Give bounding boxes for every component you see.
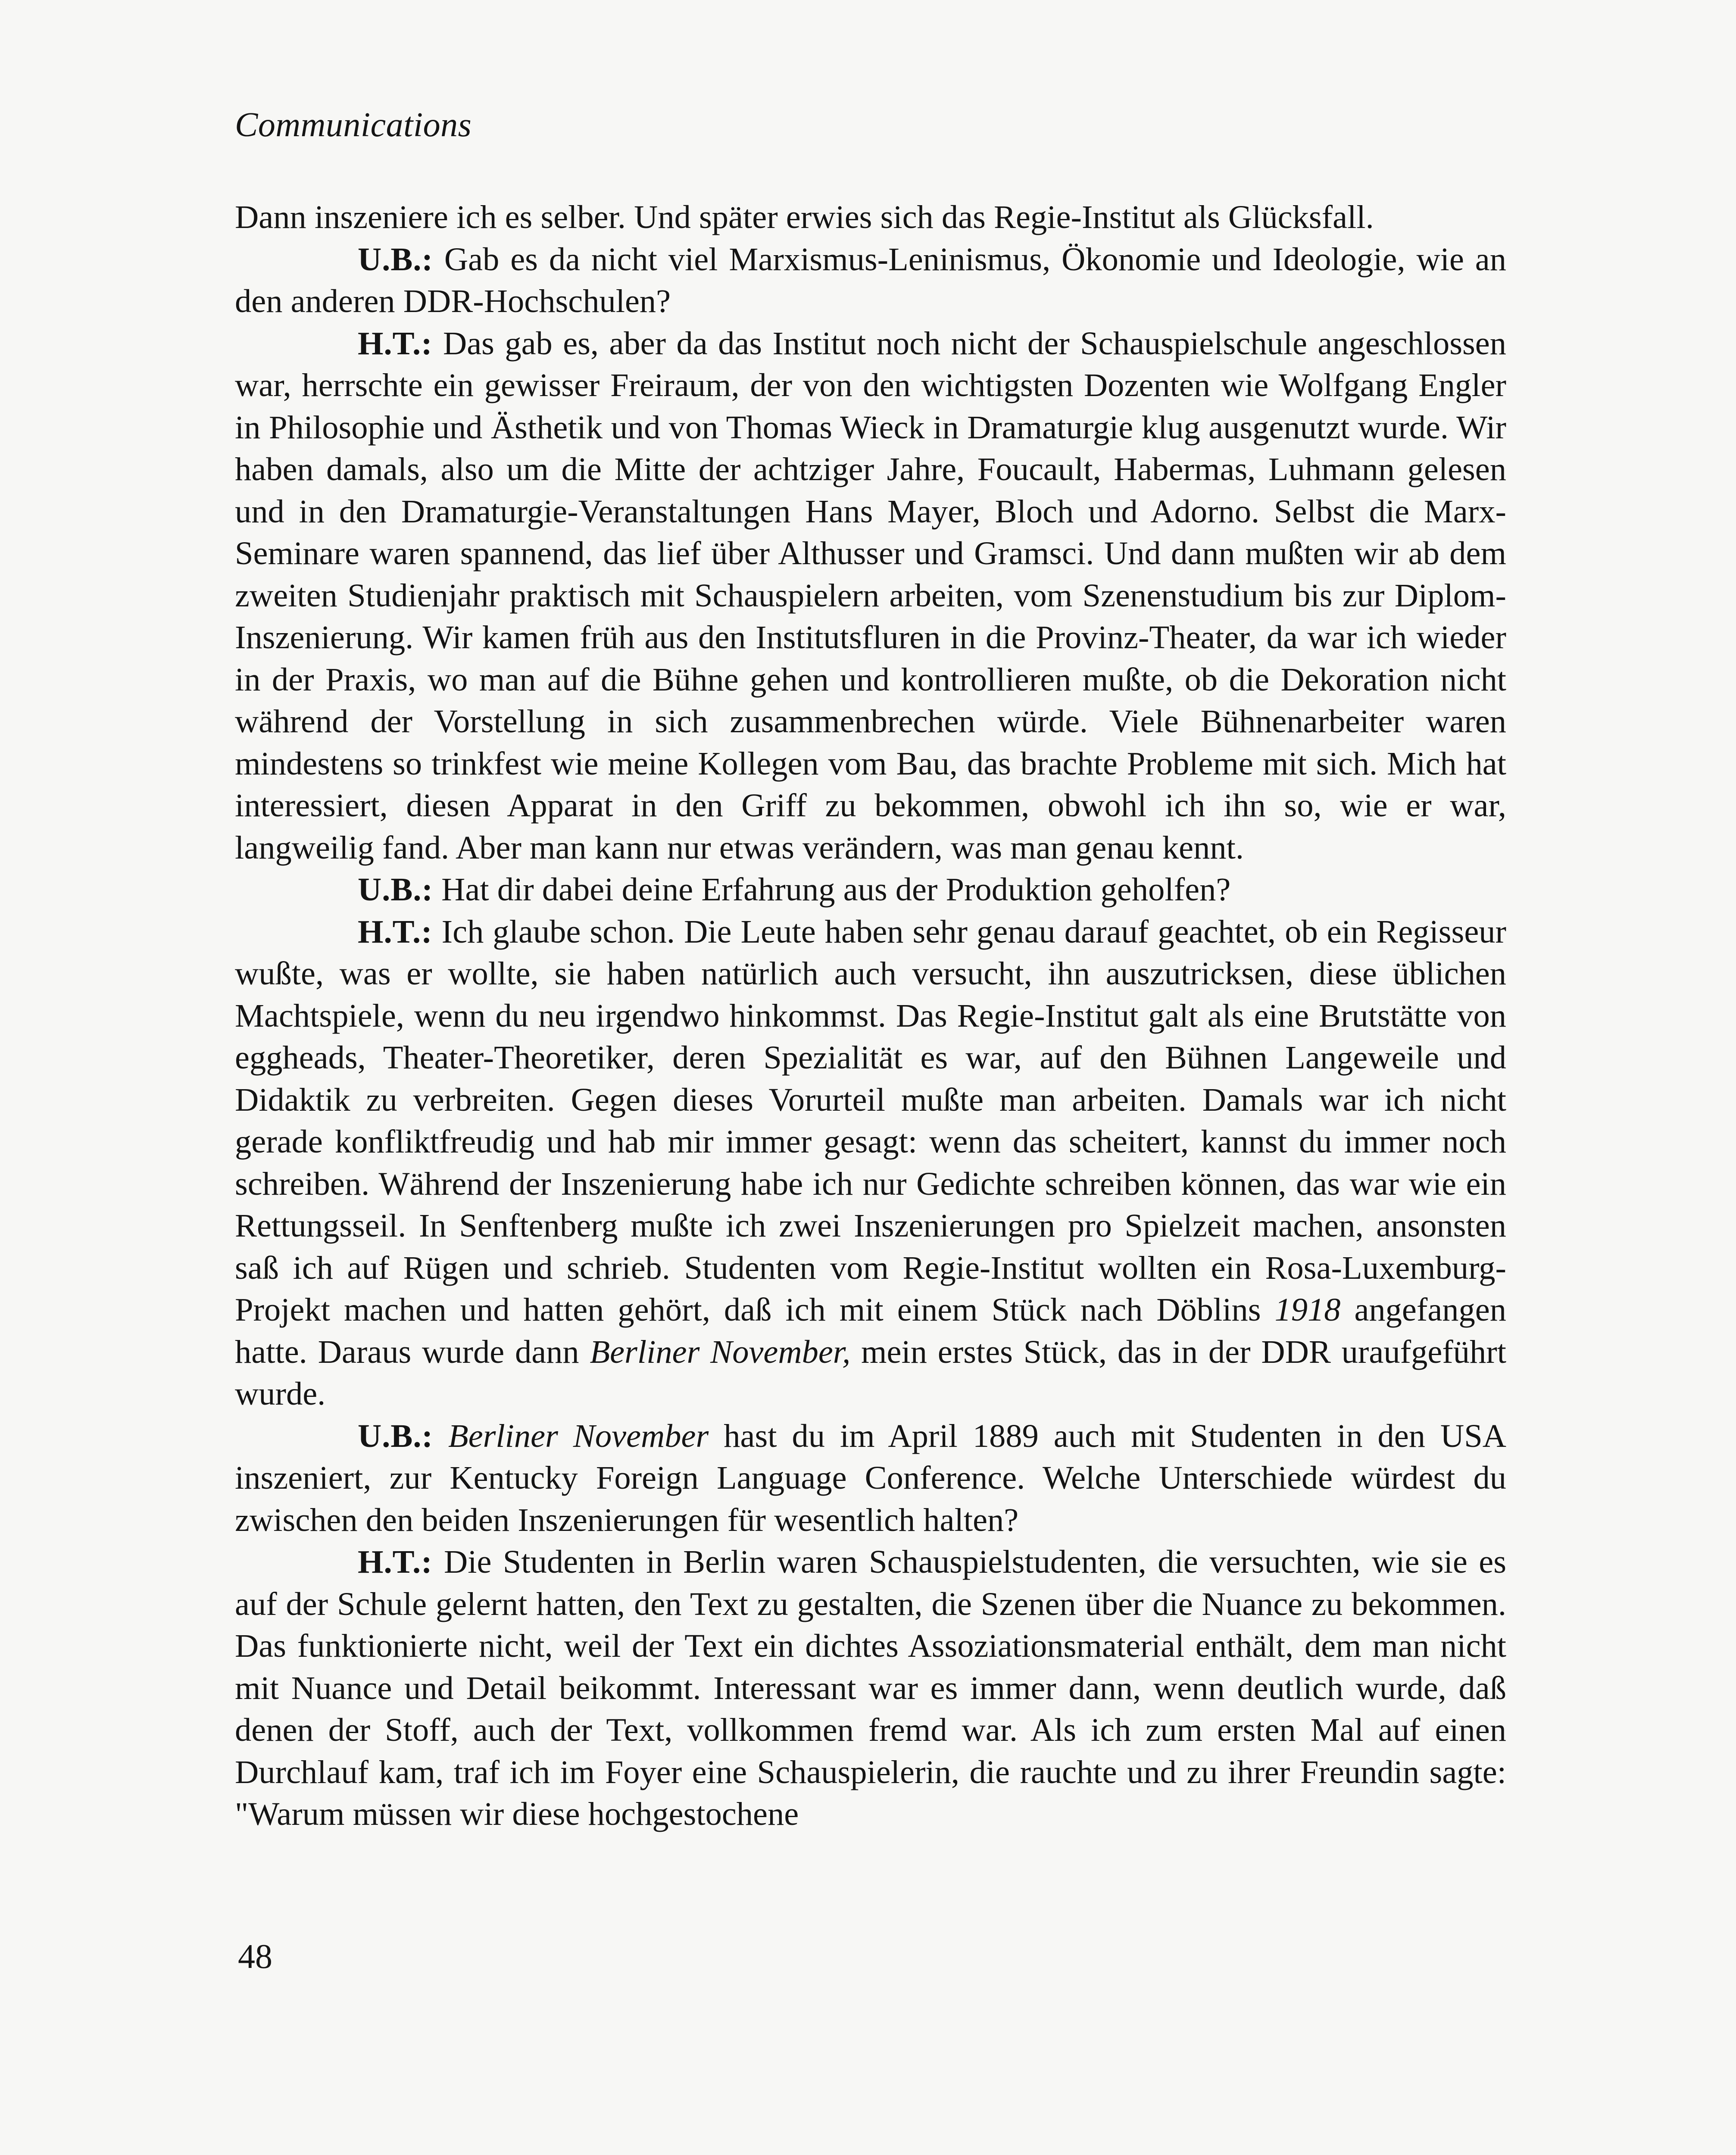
speaker-label: U.B.: — [358, 1417, 433, 1454]
paragraph-text: hast du im April 1889 auch mit Studenten in den USA inszeniert, zur Kentucky Foreign Language Conference. Welche Unterschiede würdest du zwischen den beiden Inszenierungen für wesentlich halten? — [235, 1417, 1507, 1538]
italic-title: Berliner November, — [590, 1333, 851, 1370]
speaker-label: H.T.: — [358, 913, 433, 950]
speaker-label: U.B.: — [358, 871, 433, 908]
paragraph-question — [235, 868, 1506, 911]
paragraph-answer — [235, 911, 1506, 1415]
paragraph-text: Gab es da nicht viel Marxismus-Leninismus, Ökonomie und Ideologie, wie an den anderen DDR-Hochschulen? — [235, 240, 1507, 319]
speaker-label: H.T.: — [358, 325, 433, 362]
speaker-label: H.T.: — [358, 1543, 433, 1580]
paragraph-text: mein erstes Stück, das in der DDR uraufgeführt wurde. — [235, 1333, 1506, 1412]
italic-title: 1918 — [1274, 1291, 1341, 1328]
paragraph-text: Dann inszeniere ich es selber. Und später erwies sich das Regie-Institut als Glücksfall. — [235, 199, 1374, 235]
paragraph-text: angefangen hatte. Daraus wurde dann — [235, 1291, 1506, 1370]
paragraph-continuation — [235, 196, 1506, 238]
paragraph-text: Die Studenten in Berlin waren Schauspielstudenten, die versuchten, wie sie es auf der Schule gelernt hatten, den Text zu gestalten, die Szenen über die Nuance zu bekommen. Das funktionierte nicht, weil der Text ein dichtes Assoziationsmaterial enthält, dem man nicht mit Nuance und Detail beikommt. Interessant war es immer dann, wenn deutlich wurde, daß denen der Stoff, auch der Text, vollkommen fremd war. Als ich zum ersten Mal auf einen Durchlauf kam, traf ich im Foyer eine Schauspielerin, die rauchte und zu ihrer Freundin sagte: "Warum müssen wir diese hochgestochene — [235, 1543, 1507, 1832]
paragraph-question — [235, 238, 1506, 322]
speaker-label: U.B.: — [358, 240, 433, 278]
paragraph-answer — [235, 322, 1506, 869]
paragraph-text: Hat dir dabei deine Erfahrung aus der Produktion geholfen? — [441, 871, 1231, 908]
running-head: Communications — [235, 106, 472, 144]
italic-title: Berliner November — [448, 1417, 709, 1454]
page-number: 48 — [238, 1938, 272, 1976]
paragraph-text: Das gab es, aber da das Institut noch nicht der Schauspielschule angeschlossen war, herrschte ein gewisser Freiraum, der von den wichtigsten Dozenten wie Wolfgang Engler in Philosophie und Ästhetik und von Thomas Wieck in Dramaturgie klug ausgenutzt wurde. Wir haben damals, also um die Mitte der achtziger Jahre, Foucault, Habermas, Luhmann gelesen und in den Dramaturgie-Veranstaltungen Hans Mayer, Bloch und Adorno. Selbst die Marx-Seminare waren spannend, das lief über Althusser und Gramsci. Und dann mußten wir ab dem zweiten Studienjahr praktisch mit Schauspielern arbeiten, vom Szenenstudium bis zur Diplom-Inszenierung. Wir kamen früh aus den Institutsfluren in die Provinz-Theater, da war ich wieder in der Praxis, wo man auf die Bühne gehen und kontrollieren mußte, ob die Dekoration nicht während der Vorstellung in sich zusammenbrechen würde. Viele Bühnenarbeiter waren mindestens so trinkfest wie meine Kollegen vom Bau, das brachte Probleme mit sich. Mich hat interessiert, diesen Apparat in den Griff zu bekommen, obwohl ich ihn so, wie er war, langweilig fand. Aber man kann nur etwas verändern, was man genau kennt. — [235, 325, 1507, 866]
paragraph-question — [235, 1415, 1506, 1541]
article-body — [235, 196, 1506, 1835]
paragraph-text: Ich glaube schon. Die Leute haben sehr genau darauf geachtet, ob ein Regisseur wußte, was er wollte, sie haben natürlich auch versucht, ihn auszutricksen, diese üblichen Machtspiele, wenn du neu irgendwo hinkommst. Das Regie-Institut galt als eine Brutstätte von eggheads, Theater-Theoretiker, deren Spezialität es war, auf den Bühnen Langeweile und Didaktik zu verbreiten. Gegen dieses Vorurteil mußte man arbeiten. Damals war ich nicht gerade konfliktfreudig und hab mir immer gesagt: wenn das scheitert, kannst du immer noch schreiben. Während der Inszenierung habe ich nur Gedichte schreiben können, das war wie ein Rettungsseil. In Senftenberg mußte ich zwei Inszenierungen pro Spielzeit machen, ansonsten saß ich auf Rügen und schrieb. Studenten vom Regie-Institut wollten ein Rosa-Luxemburg-Projekt machen und hatten gehört, daß ich mit einem Stück nach Döblins — [235, 913, 1507, 1328]
paragraph-answer — [235, 1541, 1506, 1835]
